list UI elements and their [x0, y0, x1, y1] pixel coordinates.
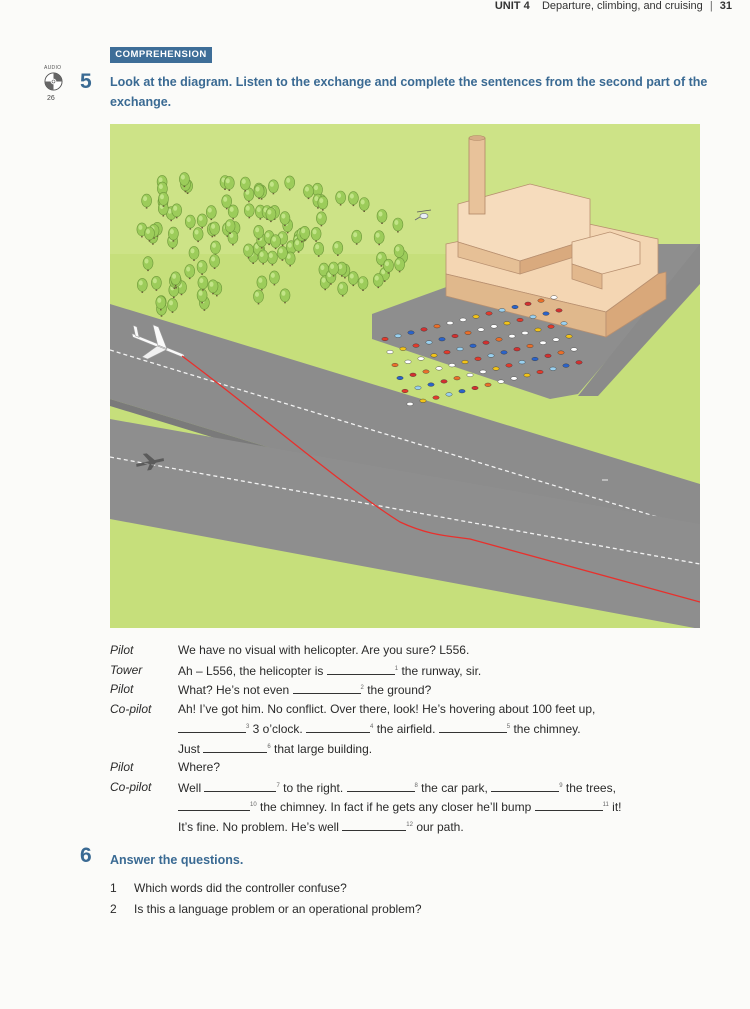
- question-2-number: 2: [110, 902, 117, 916]
- car-icon: [563, 364, 569, 368]
- question-1-number: 1: [110, 881, 117, 895]
- dialogue-text: Where?: [178, 760, 221, 774]
- airfield-diagram: [110, 124, 700, 628]
- car-icon: [485, 383, 491, 387]
- answer-blank-1[interactable]: [327, 663, 395, 675]
- car-icon: [449, 363, 455, 367]
- car-icon: [483, 341, 489, 345]
- car-icon: [431, 354, 437, 358]
- car-icon: [506, 364, 512, 368]
- car-icon: [400, 347, 406, 351]
- car-icon: [525, 302, 531, 306]
- car-icon: [498, 380, 504, 384]
- car-icon: [558, 351, 564, 355]
- question-1: [110, 881, 347, 895]
- header-gap: [533, 0, 539, 12]
- car-icon: [548, 325, 554, 329]
- car-icon: [460, 318, 466, 322]
- car-icon: [402, 389, 408, 393]
- header-separator: |: [709, 0, 713, 12]
- car-icon: [459, 389, 465, 393]
- audio-label: AUDIO: [44, 65, 62, 71]
- blank-number: 3: [246, 724, 250, 730]
- car-icon: [561, 322, 567, 326]
- answer-blank-6[interactable]: [203, 741, 267, 753]
- car-icon: [447, 321, 453, 325]
- dialogue-text: Ah! I’ve got him. No conflict. Over there, look! He’s hovering about 100 feet up,: [178, 701, 596, 716]
- blank-number: 4: [370, 724, 374, 730]
- car-icon: [571, 348, 577, 352]
- chimney: [469, 136, 485, 215]
- section-tag: COMPREHENSION: [110, 47, 212, 63]
- car-icon: [473, 315, 479, 319]
- car-icon: [543, 312, 549, 316]
- car-icon: [415, 386, 421, 390]
- car-icon: [527, 344, 533, 348]
- car-icon: [454, 376, 460, 380]
- car-icon: [434, 324, 440, 328]
- answer-blank-4[interactable]: [306, 721, 370, 733]
- answer-blank-12[interactable]: [342, 819, 406, 831]
- speaker-label: Pilot: [110, 643, 134, 657]
- blank-number: 11: [602, 802, 609, 808]
- speaker-label: Pilot: [110, 682, 134, 696]
- car-icon: [395, 334, 401, 338]
- speaker-label: Tower: [110, 662, 143, 677]
- car-icon: [405, 360, 411, 364]
- car-icon: [538, 299, 544, 303]
- car-icon: [407, 402, 413, 406]
- answer-blank-7[interactable]: [204, 780, 276, 792]
- car-icon: [550, 367, 556, 371]
- car-icon: [410, 373, 416, 377]
- car-icon: [499, 308, 505, 312]
- blank-number: 12: [406, 821, 413, 828]
- car-icon: [491, 325, 497, 329]
- car-icon: [382, 337, 388, 341]
- car-icon: [420, 399, 426, 403]
- car-icon: [532, 357, 538, 361]
- blank-number: 5: [506, 724, 511, 730]
- car-icon: [397, 376, 403, 380]
- unit-title: Departure, climbing, and cruising: [541, 0, 703, 12]
- car-icon: [519, 360, 525, 364]
- car-icon: [512, 305, 518, 309]
- dialogue-text: What? He’s not even $^2$ the ground?: [178, 683, 432, 697]
- speaker-label: Pilot: [110, 760, 134, 774]
- car-icon: [504, 321, 510, 325]
- car-icon: [436, 367, 442, 371]
- question-2-text: Is this a language problem or an operational problem?: [134, 902, 422, 916]
- blank-number: 10: [250, 802, 257, 808]
- car-icon: [421, 328, 427, 332]
- unit-label: UNIT 4: [494, 0, 530, 12]
- car-icon: [413, 344, 419, 348]
- car-icon: [428, 383, 434, 387]
- car-icon: [408, 331, 414, 335]
- car-icon: [475, 357, 481, 361]
- car-icon: [501, 351, 507, 355]
- car-icon: [535, 328, 541, 332]
- car-icon: [418, 357, 424, 361]
- blank-number: 8: [414, 782, 418, 789]
- car-icon: [452, 334, 458, 338]
- answer-blank-9[interactable]: [491, 780, 559, 792]
- blank-number: 7: [276, 782, 280, 789]
- car-icon: [496, 338, 502, 342]
- exercise-5-number: 5: [80, 70, 92, 93]
- answer-blank-8[interactable]: [347, 780, 415, 792]
- car-icon: [540, 341, 546, 345]
- car-icon: [433, 396, 439, 400]
- car-icon: [462, 360, 468, 364]
- speaker-label: Co-pilot: [110, 779, 152, 794]
- car-icon: [387, 350, 393, 354]
- blank-number: 2: [360, 685, 364, 691]
- dialogue-text: Ah – L556, the helicopter is $^1$ the runway, sir.: [178, 663, 482, 678]
- running-header: [495, 0, 732, 14]
- car-icon: [392, 363, 398, 367]
- cd-icon[interactable]: [44, 72, 63, 91]
- car-icon: [478, 328, 484, 332]
- car-icon: [493, 367, 499, 371]
- car-icon: [576, 361, 582, 365]
- car-icon: [522, 331, 528, 335]
- car-icon: [446, 393, 452, 397]
- speaker-label: Co-pilot: [110, 701, 152, 716]
- answer-blank-11[interactable]: [535, 799, 603, 811]
- car-icon: [556, 309, 562, 313]
- answer-blank-5[interactable]: [439, 721, 507, 733]
- car-icon: [530, 315, 536, 319]
- dialogue-text: It’s fine. No problem. He’s well $^{12}$ our path.: [178, 819, 464, 834]
- car-icon: [457, 347, 463, 351]
- audio-track-number: 26: [47, 95, 55, 102]
- blank-number: 9: [559, 782, 563, 789]
- car-icon: [537, 370, 543, 374]
- car-icon: [486, 312, 492, 316]
- dialogue-text: $^{10}$ the chimney. In fact if he gets any closer he’ll bump $^{11}$ it!: [178, 799, 622, 814]
- car-icon: [480, 370, 486, 374]
- dialogue-text: Well $^7$ to the right. $^8$ the car park, $^9$ the trees,: [178, 780, 616, 795]
- car-icon: [426, 341, 432, 345]
- car-icon: [441, 380, 447, 384]
- car-icon: [566, 335, 572, 339]
- car-icon: [472, 386, 478, 390]
- page-number: 31: [719, 0, 732, 12]
- car-icon: [444, 350, 450, 354]
- dialogue-text: We have no visual with helicopter. Are you sure? L556.: [178, 643, 470, 657]
- exercise-5-instruction: Look at the diagram. Listen to the exchange and complete the sentences from the second part of the exchange.: [110, 75, 708, 109]
- exercise-6-title: Answer the questions.: [110, 853, 244, 867]
- car-icon: [467, 373, 473, 377]
- car-icon: [524, 373, 530, 377]
- question-2: [110, 902, 422, 916]
- car-icon: [488, 354, 494, 358]
- blank-number: 1: [394, 665, 399, 672]
- car-icon: [509, 334, 515, 338]
- car-icon: [514, 347, 520, 351]
- car-icon: [470, 344, 476, 348]
- exercise-6-number: 6: [80, 844, 92, 867]
- answer-blank-10[interactable]: [178, 799, 250, 811]
- car-icon: [423, 370, 429, 374]
- answer-blank-3[interactable]: [178, 721, 246, 733]
- car-icon: [551, 296, 557, 300]
- car-icon: [553, 338, 559, 342]
- car-icon: [439, 337, 445, 341]
- car-icon: [511, 377, 517, 381]
- car-icon: [545, 354, 551, 358]
- blank-number: 6: [267, 743, 271, 750]
- dialogue-text: Just $^6$ that large building.: [178, 741, 373, 756]
- dialogue-text: $^3$ 3 o’clock. $^4$ the airfield. $^5$ the chimney.: [178, 721, 581, 736]
- answer-blank-2[interactable]: [293, 682, 361, 694]
- car-icon: [465, 331, 471, 335]
- car-icon: [517, 318, 523, 322]
- question-1-text: Which words did the controller confuse?: [134, 881, 347, 895]
